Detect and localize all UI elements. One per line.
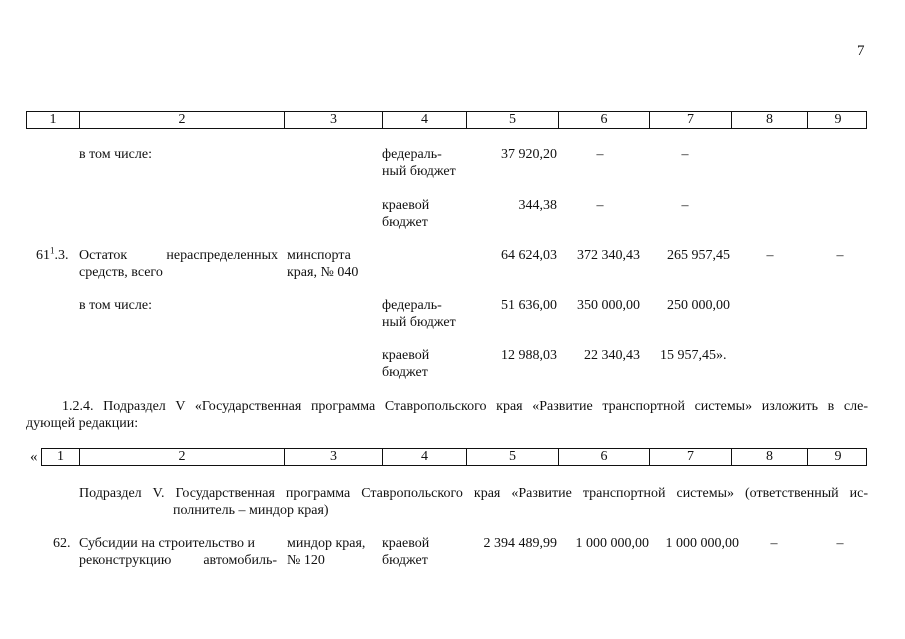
cell-col7: – xyxy=(681,147,689,162)
cell-col6: 22 340,43 xyxy=(584,348,640,363)
col-num: 4 xyxy=(382,449,466,465)
executor-line: минспорта xyxy=(287,248,351,263)
col-num: 5 xyxy=(466,112,558,128)
cell-col5: 64 624,03 xyxy=(501,248,557,263)
cell-col7: 15 957,45». xyxy=(660,348,727,363)
row-name-line2: реконструкцию автомобиль- xyxy=(79,553,277,568)
col-num: 8 xyxy=(731,112,807,128)
subsection-heading-line1: Подраздел V. Государственная программа Ставропольского края «Развитие транспортной системы» (ответственный ис- xyxy=(79,486,868,501)
cell-col6: – xyxy=(596,147,604,162)
col-num: 6 xyxy=(558,112,649,128)
budget-line: ный бюджет xyxy=(382,315,456,330)
cell-col7: 250 000,00 xyxy=(667,298,730,313)
row-number: $61^1.3$. xyxy=(36,245,69,263)
col-num: 9 xyxy=(807,449,868,465)
col-num: 7 xyxy=(649,449,731,465)
col-num: 8 xyxy=(731,449,807,465)
cell-col7: 265 957,45 xyxy=(667,248,730,263)
executor-line: миндор края, xyxy=(287,536,366,551)
budget-line: бюджет xyxy=(382,215,428,230)
budget-line: бюджет xyxy=(382,365,428,380)
cell-col6: – xyxy=(596,198,604,213)
executor-line: края, № 040 xyxy=(287,265,359,280)
cell-col7: – xyxy=(681,198,689,213)
col-num: 3 xyxy=(284,449,382,465)
page-number: 7 xyxy=(857,43,865,59)
column-number-row xyxy=(26,111,867,129)
col-num: 5 xyxy=(466,449,558,465)
cell-col5: 37 920,20 xyxy=(501,147,557,162)
budget-line: краевой xyxy=(382,348,430,363)
budget-line: федераль- xyxy=(382,298,442,313)
budget-line: бюджет xyxy=(382,553,428,568)
cell-col8: – xyxy=(770,536,778,551)
cell-col6: 1 000 000,00 xyxy=(575,536,649,551)
col-num: 9 xyxy=(807,112,868,128)
cell-col5: 12 988,03 xyxy=(501,348,557,363)
row-name: Остаток нераспределенных xyxy=(79,248,278,263)
budget-line: федераль- xyxy=(382,147,442,162)
opening-quote-mark: « xyxy=(30,449,38,465)
col-num: 2 xyxy=(79,449,284,465)
cell-col5: 344,38 xyxy=(518,198,557,213)
col-num: 1 xyxy=(57,449,64,464)
col-num: 2 xyxy=(79,112,284,128)
executor-line: № 120 xyxy=(287,553,325,568)
budget-line: краевой xyxy=(382,536,430,551)
cell-col8: – xyxy=(766,248,774,263)
cell-col5: 2 394 489,99 xyxy=(483,536,557,551)
amendment-paragraph-line1: 1.2.4. Подраздел V «Государственная программа Ставропольского края «Развитие транспортной системы» изложить в сле- xyxy=(62,399,868,414)
row-label: в том числе: xyxy=(79,147,152,162)
row-name-line2: средств, всего xyxy=(79,265,163,280)
col-num: 7 xyxy=(649,112,731,128)
col-num: 6 xyxy=(558,449,649,465)
row-label: в том числе: xyxy=(79,298,152,313)
row-number: 62. xyxy=(53,536,71,551)
col-num: 3 xyxy=(284,112,382,128)
cell-col6: 372 340,43 xyxy=(577,248,640,263)
cell-col9: – xyxy=(836,248,844,263)
col-num: 4 xyxy=(382,112,466,128)
column-number-row xyxy=(41,448,867,466)
cell-col7: 1 000 000,00 xyxy=(665,536,739,551)
cell-col9: – xyxy=(836,536,844,551)
col-num: 1 xyxy=(49,112,57,127)
budget-line: краевой xyxy=(382,198,430,213)
row-name: Субсидии на строительство и xyxy=(79,536,255,551)
amendment-paragraph-line2: дующей редакции: xyxy=(26,416,139,431)
budget-line: ный бюджет xyxy=(382,164,456,179)
subsection-heading-line2: полнитель – миндор края) xyxy=(173,503,329,518)
cell-col6: 350 000,00 xyxy=(577,298,640,313)
cell-col5: 51 636,00 xyxy=(501,298,557,313)
